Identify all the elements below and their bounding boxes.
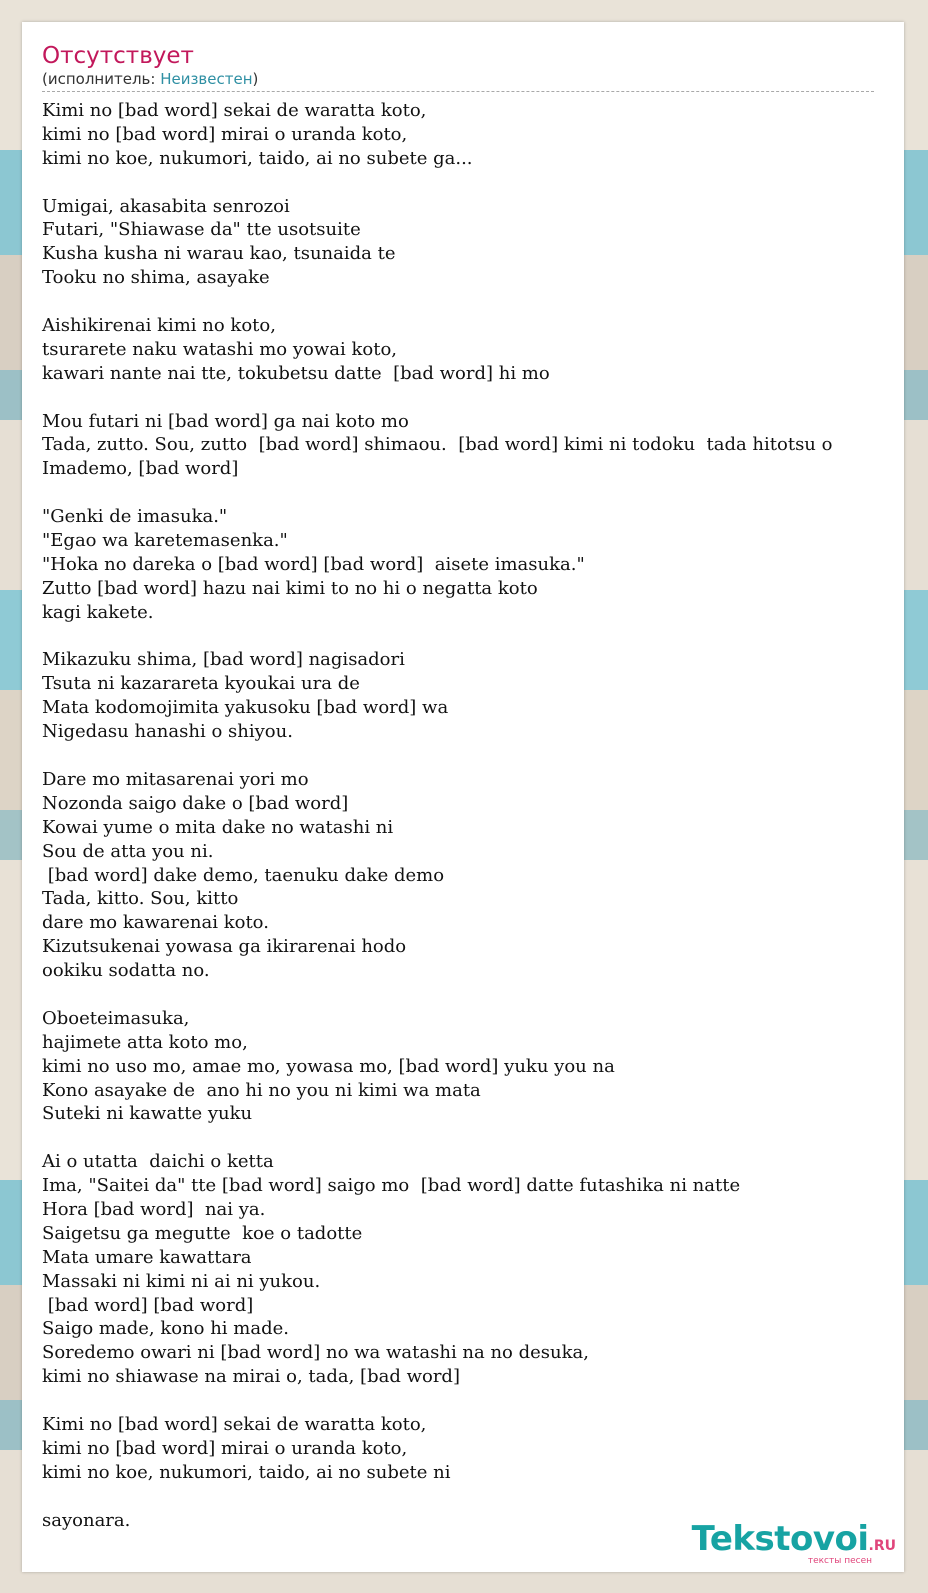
lyric-line: "Egao wa karetemasenka." bbox=[42, 530, 288, 552]
lyric-line bbox=[42, 171, 904, 195]
lyric-line: dare mo kawarenai koto. bbox=[42, 912, 269, 934]
lyric-line: Ai o utatta daichi o ketta bbox=[42, 1151, 274, 1173]
lyric-line: Umigai, akasabita senrozoi bbox=[42, 195, 290, 217]
artist-link[interactable]: Неизвестен bbox=[160, 70, 253, 88]
lyric-line: Mata kodomojimita yakusoku [bad word] wa bbox=[42, 697, 449, 719]
lyric-line: tsurarete naku watashi mo yowai koto, bbox=[42, 338, 398, 360]
lyric-line bbox=[42, 983, 904, 1007]
lyric-line: Soredemo owari ni [bad word] no wa watashi na no desuka, bbox=[42, 1342, 589, 1364]
lyric-line bbox=[42, 625, 904, 649]
lyric-line: kimi no koe, nukumori, taido, ai no subete ni bbox=[42, 1461, 451, 1483]
logo-tagline: тексты песен bbox=[807, 1556, 872, 1566]
lyric-line: Kono asayake de ano hi no you ni kimi wa mata bbox=[42, 1079, 481, 1101]
lyric-line: Saigetsu ga megutte koe o tadotte bbox=[42, 1222, 363, 1244]
artist-prefix: (исполнитель: bbox=[42, 70, 161, 88]
lyric-line: Aishikirenai kimi no koto, bbox=[42, 315, 276, 337]
lyric-line: Zutto [bad word] hazu nai kimi to no hi o negatta koto bbox=[42, 577, 538, 599]
lyric-line bbox=[42, 481, 904, 505]
lyric-line: Oboeteimasuka, bbox=[42, 1007, 190, 1029]
lyric-line: Tada, zutto. Sou, zutto [bad word] shimaou. [bad word] kimi ni todoku tada hitotsu o bbox=[42, 434, 833, 456]
lyric-line bbox=[42, 1126, 904, 1150]
lyric-line: kimi no koe, nukumori, taido, ai no subete ga... bbox=[42, 147, 473, 169]
lyric-line: Ima, "Saitei da" tte [bad word] saigo mo [bad word] datte futashika ni natte bbox=[42, 1175, 741, 1197]
lyric-line bbox=[42, 386, 904, 410]
site-logo[interactable] bbox=[691, 1519, 896, 1566]
lyric-line bbox=[42, 290, 904, 314]
lyric-line: Massaki ni kimi ni ai ni yukou. bbox=[42, 1270, 321, 1292]
lyric-line: Hora [bad word] nai ya. bbox=[42, 1198, 266, 1220]
artist-line bbox=[42, 70, 874, 88]
lyric-line: Mata umare kawattara bbox=[42, 1246, 252, 1268]
lyric-line: kawari nante nai tte, tokubetsu datte [bad word] hi mo bbox=[42, 362, 550, 384]
lyric-line: Dare mo mitasarenai yori mo bbox=[42, 768, 309, 790]
lyric-line: Saigo made, kono hi made. bbox=[42, 1318, 289, 1340]
lyric-line: hajimete atta koto mo, bbox=[42, 1031, 248, 1053]
lyric-line: Tooku no shima, asayake bbox=[42, 267, 270, 289]
lyric-line bbox=[42, 1485, 904, 1509]
lyric-line: ookiku sodatta no. bbox=[42, 960, 210, 982]
lyric-line: Kimi no [bad word] sekai de waratta koto, bbox=[42, 1413, 427, 1435]
logo-tld: .RU bbox=[868, 1538, 896, 1554]
lyric-line: kimi no [bad word] mirai o uranda koto, bbox=[42, 1437, 408, 1459]
lyric-line: Tsuta ni kazarareta kyoukai ura de bbox=[42, 673, 360, 695]
lyric-line: Kimi no [bad word] sekai de waratta koto, bbox=[42, 100, 427, 121]
song-header bbox=[42, 42, 874, 92]
lyric-line: sayonara. bbox=[42, 1509, 131, 1531]
lyric-line: Nigedasu hanashi o shiyou. bbox=[42, 721, 293, 743]
lyric-line: [bad word] [bad word] bbox=[42, 1294, 254, 1316]
song-title: Отсутствует bbox=[42, 43, 194, 69]
lyric-line: Nozonda saigo dake o [bad word] bbox=[42, 792, 349, 814]
lyric-line: Futari, "Shiawase da" tte usotsuite bbox=[42, 219, 361, 241]
lyric-line: Kusha kusha ni warau kao, tsunaida te bbox=[42, 243, 396, 265]
artist-suffix: ) bbox=[252, 70, 259, 88]
lyric-line: Mikazuku shima, [bad word] nagisadori bbox=[42, 649, 405, 671]
lyric-line: [bad word] dake demo, taenuku dake demo bbox=[42, 864, 445, 886]
lyric-line bbox=[42, 744, 904, 768]
lyric-line: kimi no [bad word] mirai o uranda koto, bbox=[42, 123, 408, 145]
logo-name: Tekstovoi bbox=[691, 1519, 869, 1559]
lyric-line: Sou de atta you ni. bbox=[42, 840, 214, 862]
lyric-line: kagi kakete. bbox=[42, 601, 154, 623]
lyric-line: Tada, kitto. Sou, kitto bbox=[42, 888, 239, 910]
lyric-line: Kizutsukenai yowasa ga ikirarenai hodo bbox=[42, 936, 407, 958]
lyric-line: Imademo, [bad word] bbox=[42, 458, 239, 480]
lyric-line: "Hoka no dareka o [bad word] [bad word] aisete imasuka." bbox=[42, 553, 585, 575]
lyric-line: kimi no uso mo, amae mo, yowasa mo, [bad word] yuku you na bbox=[42, 1055, 615, 1077]
lyric-line: Suteki ni kawatte yuku bbox=[42, 1103, 253, 1125]
lyrics-text bbox=[42, 99, 904, 1532]
lyric-line: Kowai yume o mita dake no watashi ni bbox=[42, 816, 394, 838]
lyrics-page bbox=[22, 22, 904, 1572]
lyric-line: "Genki de imasuka." bbox=[42, 506, 228, 528]
lyric-line: kimi no shiawase na mirai o, tada, [bad word] bbox=[42, 1366, 460, 1388]
lyric-line bbox=[42, 1389, 904, 1413]
logo-wordmark bbox=[691, 1519, 896, 1559]
lyric-line: Mou futari ni [bad word] ga nai koto mo bbox=[42, 410, 409, 432]
